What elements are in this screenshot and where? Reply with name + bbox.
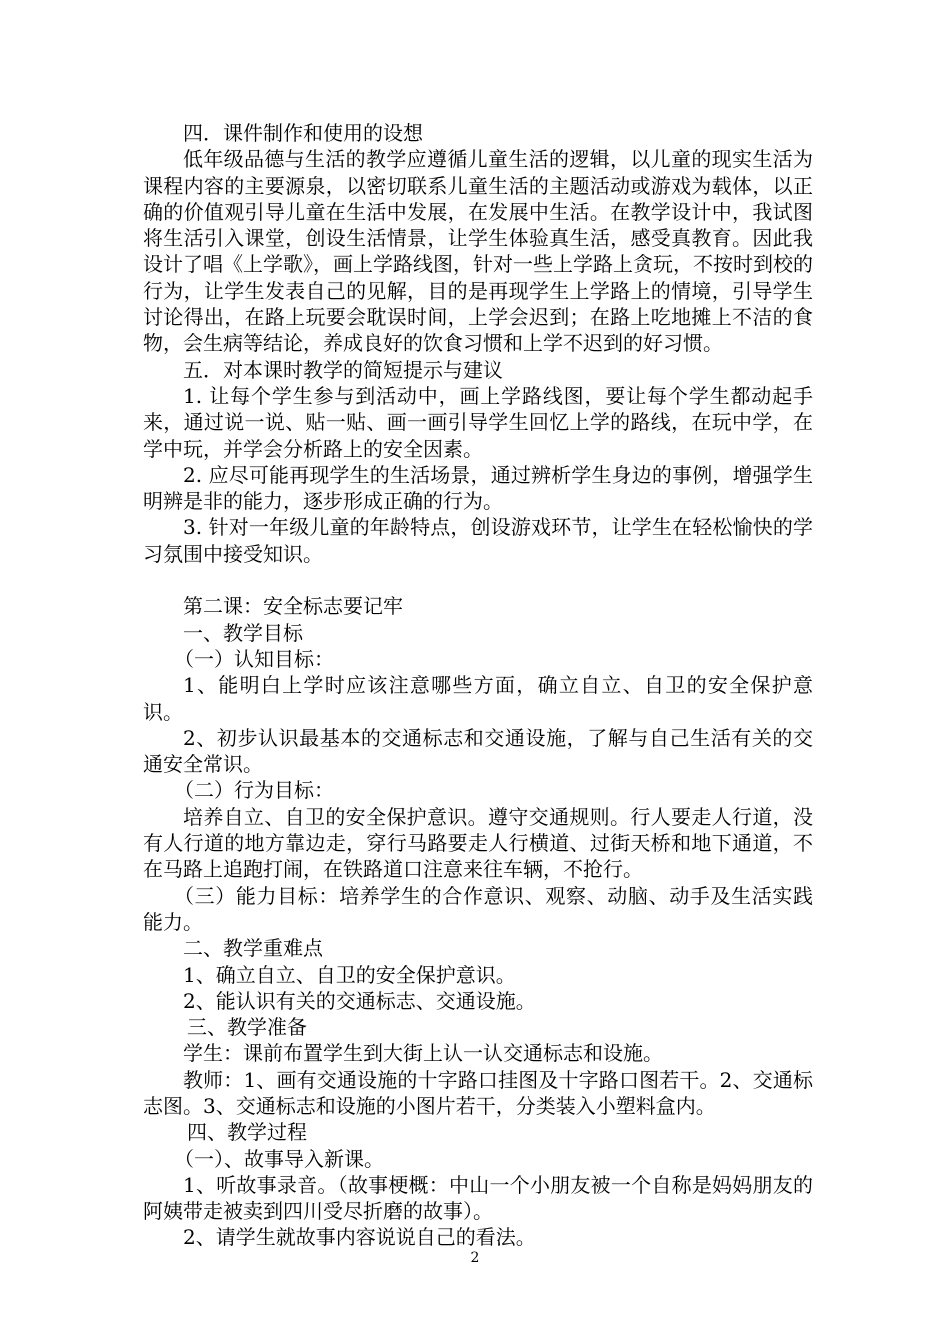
paragraph: 学生：课前布置学生到大街上认一认交通标志和设施。	[183, 1041, 663, 1066]
paragraph: 3. 针对一年级儿童的年龄特点，创设游戏环节，让学生在轻松愉快的学习氛围中接受知识。	[143, 515, 813, 566]
paragraph: 2、能认识有关的交通标志、交通设施。	[183, 988, 536, 1013]
paragraph: 1. 让每个学生参与到活动中，画上学路线图，要让每个学生都动起手来，通过说一说、贴一贴、画一画引导学生回忆上学的路线，在玩中学，在学中玩，并学会分析路上的安全因素。	[143, 383, 813, 461]
paragraph: 五．对本课时教学的简短提示与建议	[183, 357, 503, 382]
paragraph: 2、请学生就故事内容说说自己的看法。	[183, 1225, 536, 1250]
paragraph: 2. 应尽可能再现学生的生活场景，通过辨析学生身边的事例，增强学生明辨是非的能力，逐步形成正确的行为。	[143, 462, 813, 514]
paragraph: （一）、故事导入新课。	[174, 1146, 384, 1171]
document-body	[143, 120, 813, 1251]
paragraph: 第二课：安全标志要记牢	[183, 594, 403, 619]
paragraph: 四、教学过程	[187, 1120, 307, 1145]
paragraph: 低年级品德与生活的教学应遵循儿童生活的逻辑，以儿童的现实生活为课程内容的主要源泉，以密切联系儿童生活的主题活动或游戏为载体，以正确的价值观引导儿童在生活中发展，在发展中生活。在教学设计中，我试图将生活引入课堂，创设生活情景，让学生体验真生活，感受真教育。因此我设计了唱《上学歌》，画上学路线图，针对一些上学路上贪玩，不按时到校的行为，让学生发表自己的见解，目的是再现学生上学路上的情境，引导学生讨论得出，在路上玩要会耽误时间，上学会迟到；在路上吃地摊上不洁的食物，会生病等结论，养成良好的饮食习惯和上学不迟到的好习惯。	[143, 147, 813, 356]
paragraph: 1、听故事录音。（故事梗概：中山一个小朋友被一个自称是妈妈朋友的阿姨带走被卖到四川受尽折磨的故事）。	[143, 1172, 813, 1224]
paragraph: 二、教学重难点	[183, 936, 323, 961]
paragraph: （二）行为目标：	[174, 778, 334, 803]
paragraph: 培养自立、自卫的安全保护意识。遵守交通规则。行人要走人行道，没有人行道的地方靠边走，穿行马路要走人行横道、过街天桥和地下通道，不在马路上追跑打闹，在铁路道口注意来往车辆，不抢行。	[143, 804, 813, 882]
paragraph: 1、能明白上学时应该注意哪些方面，确立自立、自卫的安全保护意识。	[143, 673, 813, 724]
paragraph: 教师：1、画有交通设施的十字路口挂图及十字路口图若干。2、交通标志图。3、交通标志和设施的小图片若干，分类装入小塑料盒内。	[143, 1067, 813, 1118]
paragraph: 一、教学目标	[183, 620, 303, 645]
paragraph: 四．课件制作和使用的设想	[183, 121, 423, 145]
paragraph: （三）能力目标：培养学生的合作意识、观察、动脑、动手及生活实践能力。	[143, 883, 813, 934]
paragraph: 2、初步认识最基本的交通标志和交通设施，了解与自己生活有关的交通安全常识。	[143, 725, 813, 777]
page-number: 2	[470, 1250, 480, 1266]
paragraph: 三、教学准备	[187, 1015, 307, 1040]
paragraph: （一）认知目标：	[174, 646, 334, 671]
blank-line	[143, 567, 813, 593]
paragraph: 1、确立自立、自卫的安全保护意识。	[183, 962, 516, 987]
